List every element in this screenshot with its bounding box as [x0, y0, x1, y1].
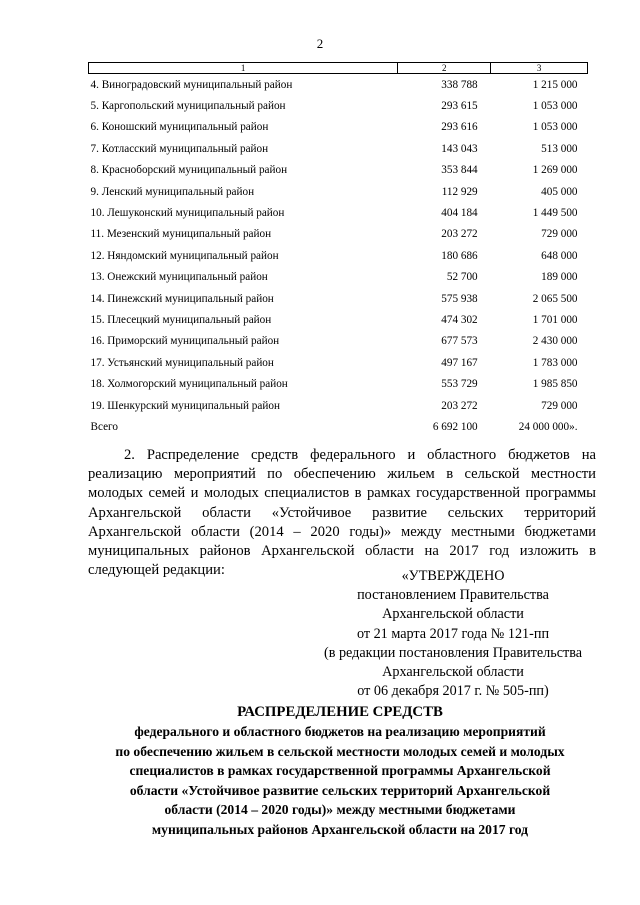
- col2-value-cell: 474 302: [441, 313, 478, 326]
- table-row: [89, 181, 588, 202]
- col2-value-cell: 143 043: [441, 142, 478, 155]
- col3-value-cell: 1 053 000: [532, 100, 578, 113]
- col3-value-cell: 1 053 000: [532, 121, 578, 134]
- approval-stamp: [318, 567, 588, 701]
- col3-value-cell: 1 449 500: [532, 207, 578, 220]
- district-name-cell: 16. Приморский муниципальный район: [90, 335, 280, 348]
- table-header-row: [89, 63, 588, 74]
- col3-value-cell: 729 000: [541, 228, 578, 241]
- district-name-cell: 9. Ленский муниципальный район: [90, 185, 255, 198]
- table-body: [89, 74, 588, 438]
- table-row: [89, 117, 588, 138]
- col2-value-cell: 180 686: [441, 249, 478, 262]
- table-row: [89, 395, 588, 416]
- col2-value-cell: 293 615: [441, 100, 478, 113]
- district-name-cell: 8. Красноборский муниципальный район: [90, 164, 288, 177]
- table-row: [89, 352, 588, 373]
- approval-line: от 21 марта 2017 года № 121-пп: [356, 625, 550, 642]
- table-total-row: [89, 416, 588, 437]
- district-name-cell: 4. Виноградовский муниципальный район: [90, 78, 293, 91]
- title-line: по обеспечению жильем в сельской местности молодых семей и молодых: [115, 743, 565, 759]
- table-row: [89, 160, 588, 181]
- col2-value-cell: 575 938: [441, 292, 478, 305]
- title-line: федерального и областного бюджетов на реализацию мероприятий: [134, 724, 546, 739]
- col3-value-cell: 2 065 500: [532, 292, 578, 305]
- col2-value-cell: 404 184: [441, 207, 478, 220]
- title-line: области «Устойчивое развитие сельских территорий Архангельской: [129, 782, 551, 798]
- item-2-paragraph: [88, 446, 596, 580]
- column-header-3: 3: [491, 63, 588, 74]
- table-row: [89, 309, 588, 330]
- col3-value-cell: 1 215 000: [532, 78, 578, 91]
- col3-value-cell: 1 783 000: [532, 356, 578, 369]
- table-row: [89, 95, 588, 116]
- district-name-cell: 18. Холмогорский муниципальный район: [90, 378, 288, 391]
- col3-value-cell: 729 000: [541, 399, 578, 412]
- district-name-cell: 19. Шенкурский муниципальный район: [90, 399, 280, 412]
- district-name-cell: 15. Плесецкий муниципальный район: [90, 313, 272, 326]
- col2-value-cell: 353 844: [441, 164, 478, 177]
- col3-value-cell: 2 430 000: [532, 335, 578, 348]
- district-name-cell: 14. Пинежский муниципальный район: [90, 292, 274, 305]
- title-heading: РАСПРЕДЕЛЕНИЕ СРЕДСТВ: [237, 704, 443, 720]
- approval-line: Архангельской области: [382, 606, 524, 623]
- district-name-cell: 17. Устьянский муниципальный район: [90, 356, 274, 369]
- approval-line: (в редакции постановления Правительства: [323, 644, 583, 661]
- col3-value-cell: 513 000: [541, 142, 578, 155]
- title-subheading: [80, 722, 600, 840]
- col3-value-cell: 1 269 000: [532, 164, 578, 177]
- table-row: [89, 288, 588, 309]
- approval-line: от 06 декабря 2017 г. № 505-пп): [357, 683, 549, 700]
- district-name-cell: 11. Мезенский муниципальный район: [90, 228, 272, 241]
- table-row: [89, 224, 588, 245]
- table-row: [89, 74, 588, 96]
- approval-line: постановлением Правительства: [357, 587, 549, 604]
- table-row: [89, 245, 588, 266]
- district-name-cell: 6. Коношский муниципальный район: [90, 121, 269, 134]
- column-header-2: 2: [398, 63, 491, 74]
- approval-line: Архангельской области: [382, 664, 524, 681]
- col2-value-cell: 553 729: [441, 378, 478, 391]
- table-row: [89, 202, 588, 223]
- district-name-cell: 10. Лешуконский муниципальный район: [90, 207, 285, 220]
- col2-value-cell: 293 616: [441, 121, 478, 134]
- column-header-1: 1: [89, 63, 398, 74]
- col2-value-cell: 677 573: [441, 335, 478, 348]
- title-line: области (2014 – 2020 годы)» между местными бюджетами: [164, 802, 516, 818]
- col3-value-cell: 189 000: [541, 271, 578, 284]
- page-number: 2: [316, 36, 324, 51]
- district-name-cell: 5. Каргопольский муниципальный район: [90, 100, 286, 113]
- table-row: [89, 331, 588, 352]
- table-row: [89, 138, 588, 159]
- document-title: [80, 702, 600, 840]
- district-name-cell: 7. Котласский муниципальный район: [90, 142, 269, 155]
- title-line: муниципальных районов Архангельской области на 2017 год: [151, 821, 529, 837]
- col2-value-cell: 112 929: [441, 185, 478, 198]
- col3-value-cell: 1 985 850: [532, 378, 578, 391]
- approval-line: «УТВЕРЖДЕНО: [401, 568, 505, 584]
- district-name-cell: 13. Онежский муниципальный район: [90, 271, 268, 284]
- col2-value-cell: 52 700: [446, 271, 478, 284]
- col2-value-cell: 203 272: [441, 399, 478, 412]
- col2-value-cell: 203 272: [441, 228, 478, 241]
- district-name-cell: 12. Няндомский муниципальный район: [90, 249, 279, 262]
- table-row: [89, 267, 588, 288]
- title-line: специалистов в рамках государственной программы Архангельской: [129, 763, 551, 779]
- col2-value-cell: 497 167: [441, 356, 478, 369]
- district-name-cell: Всего: [90, 420, 118, 433]
- paragraph-text: 2. Распределение средств федерального и областного бюджетов на реализацию мероприятий по обеспечению жильем в сельской местности молодых семей и молодых специалистов в рамках государственной программы Архангельской области «Устойчивое развитие сельских территорий Архангельской области (2014 – 2020 годы)» между местными бюджетами муниципальных районов Архангельской области на 2017 год изложить в следующей редакции:: [88, 447, 596, 579]
- col3-value-cell: 405 000: [541, 185, 578, 198]
- col3-value-cell: 1 701 000: [532, 313, 578, 326]
- col2-value-cell: 338 788: [441, 78, 478, 91]
- distribution-table: [88, 62, 588, 438]
- col3-value-cell: 648 000: [541, 249, 578, 262]
- col2-value-cell: 6 692 100: [432, 420, 478, 433]
- col3-value-cell: 24 000 000».: [518, 420, 578, 433]
- table-row: [89, 373, 588, 394]
